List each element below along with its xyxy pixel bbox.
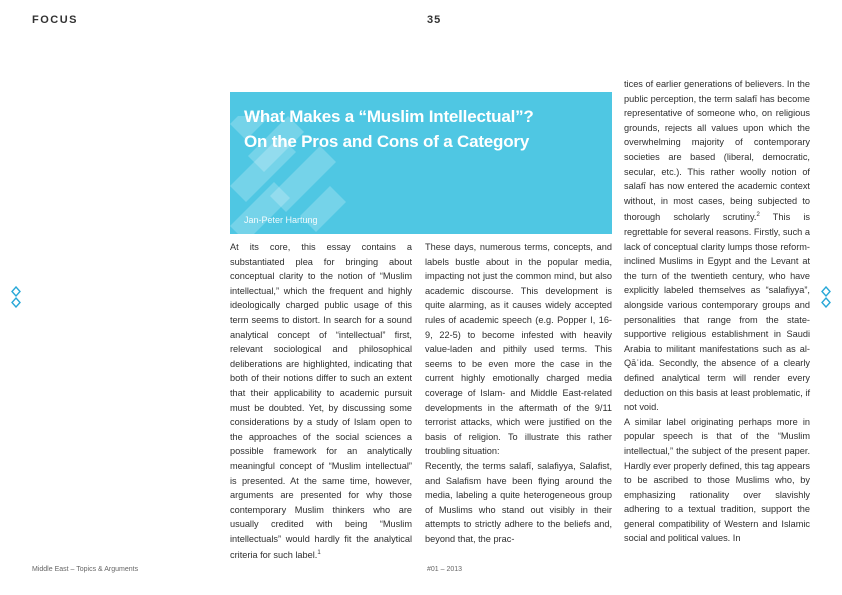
body-paragraph: Recently, the terms salafī, salafiyya, Salafist, and Salafism have been flying around the media, labeling a quite heterogeneous group of Muslims who stand out visibly in their attempts to strictly adhere to the beliefs and, beyond that, the prac- (425, 460, 612, 544)
article-title (244, 104, 602, 154)
body-column-2 (425, 240, 612, 546)
title-banner (230, 92, 612, 234)
abstract-column (230, 240, 412, 563)
abstract-text: At its core, this essay contains a substantiated plea for bringing about conceptual clarity to the notion of “Muslim intellectual,” which the frequent and highly ideologically charged public usage of this term seems to distort. In search for a sound analytical concept of “intellectual” first, relevant sociological and philosophical deliberations are highlighted, indicating that both of their notions differ to such an extent that their applicability to academic pursuit must be doubted. Yet, by discussing some considerations by a study of Islam open to the approaches of the social sciences a possible framework for an analytically meaningful concept of “Muslim intellectual” is presented. At the same time, however, arguments are presented for why those contemporary Muslim thinkers who are usually credited with being “Muslim intellectuals” would hardly fit the analytical criteria for such label. (230, 242, 412, 561)
title-line-2: On the Pros and Cons of a Category (244, 132, 530, 151)
body-paragraph: These days, numerous terms, concepts, and labels bustle about in the popular media, impacting not just the common mind, but also academic discourse. This development is quite alarming, as it causes widely accepted rules of academic speech (e.g. Popper I, 16-9, 22-5) to become infested with heavily value-laden and pithily used terms. This seems to be even more the case in the current highly emotionally charged media coverage of Islam- and Middle East-related developments in the aftermath of the 9/11 terrorist attacks, which were justified on the basis of religion. To illustrate this rather troubling situation: (425, 242, 612, 457)
body-text: This is regrettable for several reasons. Firstly, such a lack of conceptual clarity lumps those reform-inclined Muslims in Egypt and the Levant at the turn of the twentieth century, who have explicitly labeled themselves as “salafiyya”, alongside various contemporary groups and personalities that range from the state-supportive religious establishment in Saudi Arabia to militant manifestations such as al-Qāʿida. Secondly, the absence of a clearly defined analytical term will render every deduction on this basis at least problematic, if not void. (624, 212, 810, 413)
footnote-marker: 1 (317, 550, 321, 557)
footnote-marker: 2 (756, 212, 760, 219)
title-line-1: What Makes a “Muslim Intellectual”? (244, 107, 534, 126)
body-paragraph (624, 77, 810, 415)
footer-issue: #01 – 2013 (427, 566, 463, 573)
body-text: tices of earlier generations of believers. In the public perception, the term salafī has become representative of someone who, on religious grounds, rejects all values upon which the overwhelming majority of contemporary societies are based (liberal, democratic, secular, etc.). This rather woolly notion of salafī has now entered the academic context without, in most cases, being subjected to thorough scholarly scrutiny. (624, 79, 810, 223)
body-paragraph: A similar label originating perhaps more in popular speech is that of the “Muslim intellectual,” the subject of the present paper. Hardly ever properly defined, this tag appears to be ascribed to those Muslims who, by emphasizing rationality over slavishly adhering to a textual tradition, support the general compatibility of Western and Islamic social and political values. In (624, 416, 810, 544)
abstract-paragraph (230, 240, 412, 563)
page-number: 35 (427, 14, 442, 26)
body-column-3 (624, 77, 810, 546)
section-label: FOCUS (32, 14, 78, 26)
footer-publication: Middle East – Topics & Arguments (32, 566, 139, 573)
diamond-ornament-icon (820, 286, 832, 308)
diamond-ornament-icon (10, 286, 22, 308)
author-name: Jan-Peter Hartung (244, 215, 318, 225)
